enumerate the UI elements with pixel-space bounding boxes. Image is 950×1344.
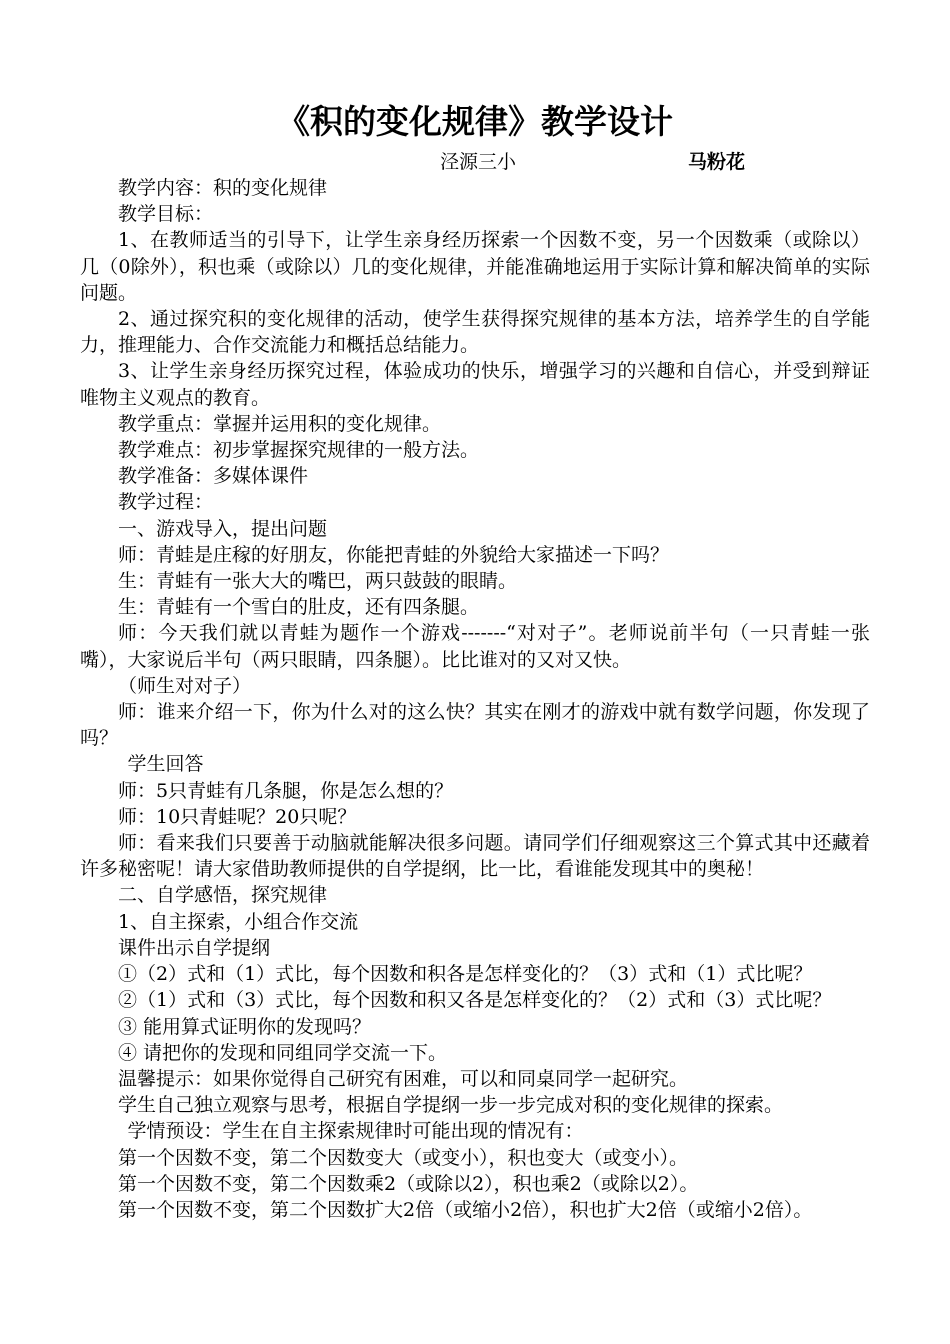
paragraph-objectives-heading: 教学目标： (118, 203, 214, 226)
paragraph-dialogue: 师：今天我们就以青蛙为题作一个游戏-------“对对子”。老师说前半句（一只青蛙一张嘴），大家说后半句（两只眼睛，四条腿）。比比谁对的又对又快。 (80, 622, 870, 671)
paragraph-dialogue: 师：谁来介绍一下，你为什么对的这么快？其实在刚才的游戏中就有数学问题，你发现了吗？ (80, 701, 870, 750)
paragraph-dialogue: 学生回答 (127, 753, 204, 776)
paragraph-prediction-heading: 学情预设：学生在自主探索规律时可能出现的情况有： (127, 1120, 584, 1143)
document-title: 《积的变化规律》教学设计 (277, 102, 673, 141)
paragraph-key-point: 教学重点：掌握并运用积的变化规律。 (118, 412, 442, 435)
paragraph-preparation: 教学准备：多媒体课件 (118, 465, 309, 488)
paragraph-dialogue: 师：5只青蛙有几条腿，你是怎么想的？ (118, 779, 454, 802)
author-name: 马粉花 (688, 151, 746, 173)
paragraph-dialogue: 师：看来我们只要善于动脑就能解决很多问题。请同学们仔细观察这三个算式其中还藏着许多秘密呢！请大家借助教师提供的自学提纲，比一比，看谁能发现其中的奥秘！ (80, 832, 870, 881)
paragraph-outline-item: ②（1）式和（3）式比，每个因数和积又各是怎样变化的？（2）式和（3）式比呢？ (118, 989, 832, 1012)
paragraph-student-work: 学生自己独立观察与思考，根据自学提纲一步一步完成对积的变化规律的探索。 (118, 1094, 784, 1117)
paragraph-dialogue: 师：青蛙是庄稼的好朋友，你能把青蛙的外貌给大家描述一下吗？ (118, 543, 670, 566)
paragraph-dialogue: 生：青蛙有一个雪白的肚皮，还有四条腿。 (118, 596, 480, 619)
paragraph-outline-item: ①（2）式和（1）式比，每个因数和积各是怎样变化的？（3）式和（1）式比呢？ (118, 963, 813, 986)
paragraph-outline-heading: 课件出示自学提纲 (118, 936, 271, 959)
paragraph-dialogue: （师生对对子） (118, 674, 252, 697)
paragraph-outline-item: ③ 能用算式证明你的发现吗？ (118, 1015, 372, 1038)
paragraph-dialogue: 生：青蛙有一张大大的嘴巴，两只鼓鼓的眼睛。 (118, 570, 518, 593)
paragraph-section-1-heading: 一、游戏导入，提出问题 (118, 517, 328, 540)
paragraph-section-2-heading: 二、自学感悟，探究规律 (118, 884, 328, 907)
paragraph-prediction: 第一个因数不变，第二个因数扩大2倍（或缩小2倍），积也扩大2倍（或缩小2倍）。 (118, 1198, 813, 1221)
paragraph-content: 教学内容：积的变化规律 (118, 177, 328, 199)
paragraph-prediction: 第一个因数不变，第二个因数乘2（或除以2），积也乘2（或除以2）。 (118, 1172, 699, 1195)
paragraph-dialogue: 师：10只青蛙呢？20只呢？ (118, 805, 357, 828)
paragraph-tip: 温馨提示：如果你觉得自己研究有困难，可以和同桌同学一起研究。 (118, 1067, 689, 1090)
paragraph-prediction: 第一个因数不变，第二个因数变大（或变小），积也变大（或变小）。 (118, 1146, 689, 1169)
paragraph-process-heading: 教学过程： (118, 491, 214, 514)
paragraph-outline-item: ④ 请把你的发现和同组同学交流一下。 (118, 1041, 448, 1064)
paragraph-subsection-heading: 1、自主探索，小组合作交流 (118, 910, 359, 933)
paragraph-difficulty: 教学难点：初步掌握探究规律的一般方法。 (118, 439, 480, 462)
school-name: 泾源三小 (440, 151, 517, 173)
paragraph-objective-3: 3、让学生亲身经历探究过程，体验成功的快乐，增强学习的兴趣和自信心，并受到辩证唯物主义观点的教育。 (80, 360, 870, 409)
paragraph-objective-2: 2、通过探究积的变化规律的活动，使学生获得探究规律的基本方法，培养学生的自学能力，推理能力、合作交流能力和概括总结能力。 (80, 308, 870, 357)
paragraph-objective-1: 1、在教师适当的引导下，让学生亲身经历探索一个因数不变，另一个因数乘（或除以）几（0除外），积也乘（或除以）几的变化规律，并能准确地运用于实际计算和解决简单的实际问题。 (80, 229, 870, 304)
document-body (80, 175, 870, 1223)
